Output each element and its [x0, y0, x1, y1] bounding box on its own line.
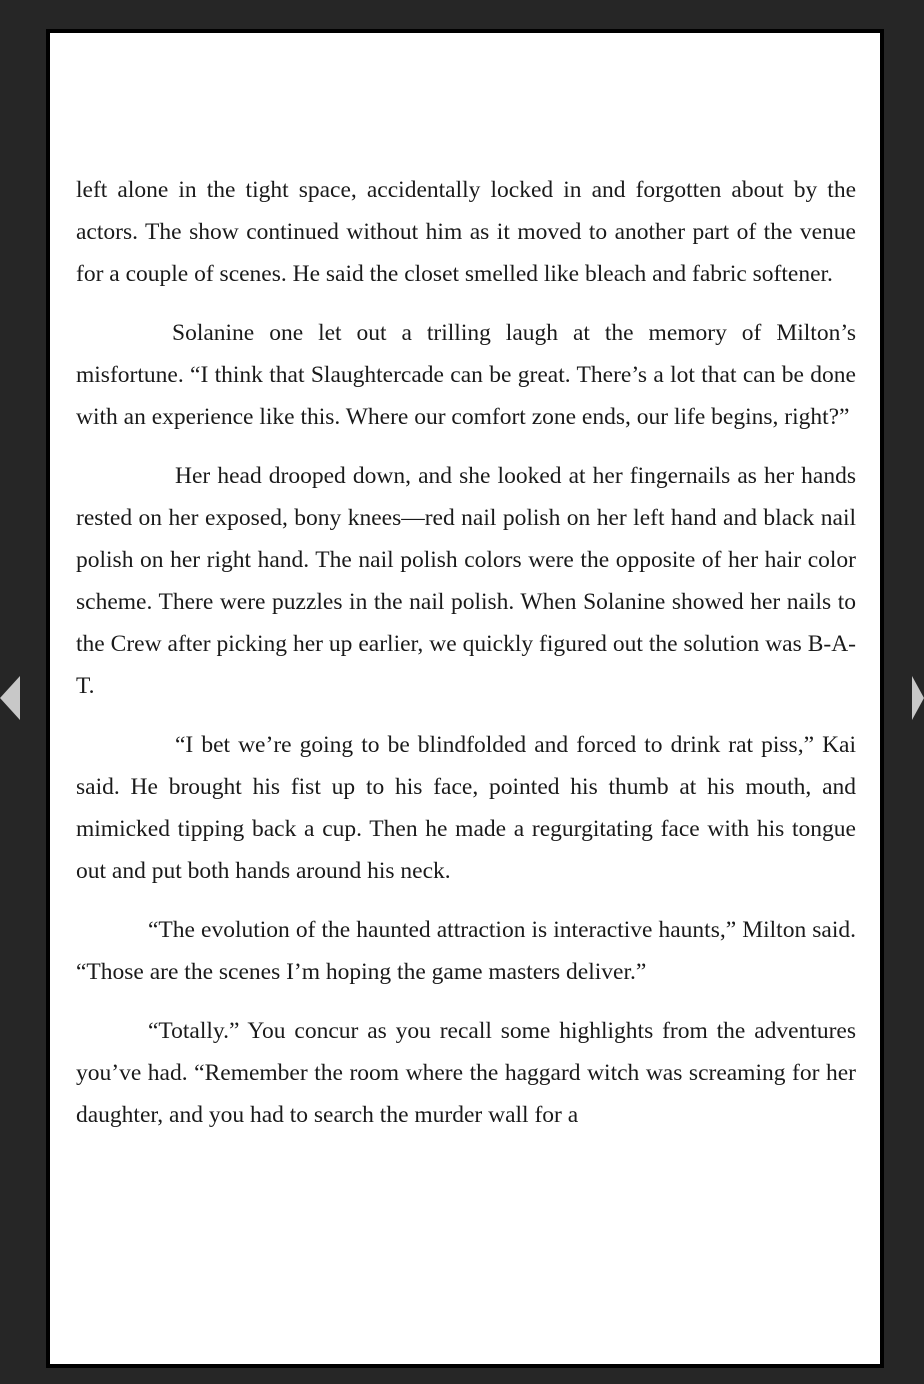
- paragraph-1: left alone in the tight space, accidentally locked in and forgotten about by the actors. The show continued without him as it moved to another part of the venue for a couple of scenes. He said the closet smelled like bleach and fabric softener.: [76, 177, 856, 287]
- paragraph-5: “The evolution of the haunted attraction is interactive haunts,” Milton said. “Those are the scenes I’m hoping the game masters deliver.”: [76, 917, 856, 985]
- page-frame: [46, 29, 884, 1368]
- previous-page-arrow-icon[interactable]: [0, 676, 20, 720]
- paragraph-2: Solanine one let out a trilling laugh at the memory of Milton’s misfortune. “I think that Slaughtercade can be great. There’s a lot that can be done with an experience like this. Where our comfort zone ends, our life begins, right?”: [76, 320, 856, 430]
- next-page-arrow-icon[interactable]: [912, 676, 924, 720]
- book-page: [50, 33, 880, 1364]
- paragraph-3: Her head drooped down, and she looked at her fingernails as her hands rested on her exposed, bony knees—red nail polish on her left hand and black nail polish on her right hand. The nail polish colors were the opposite of her hair color scheme. There were puzzles in the nail polish. When Solanine showed her nails to the Crew after picking her up earlier, we quickly figured out the solution was B-A-T.: [76, 463, 856, 699]
- paragraph-4: “I bet we’re going to be blindfolded and forced to drink rat piss,” Kai said. He brought his fist up to his face, pointed his thumb at his mouth, and mimicked tipping back a cup. Then he made a regurgitating face with his tongue out and put both hands around his neck.: [76, 732, 856, 884]
- page-text: [76, 169, 856, 1153]
- paragraph-6: “Totally.” You concur as you recall some highlights from the adventures you’ve had. “Remember the room where the haggard witch was screaming for her daughter, and you had to search the murder wall for a: [76, 1018, 856, 1128]
